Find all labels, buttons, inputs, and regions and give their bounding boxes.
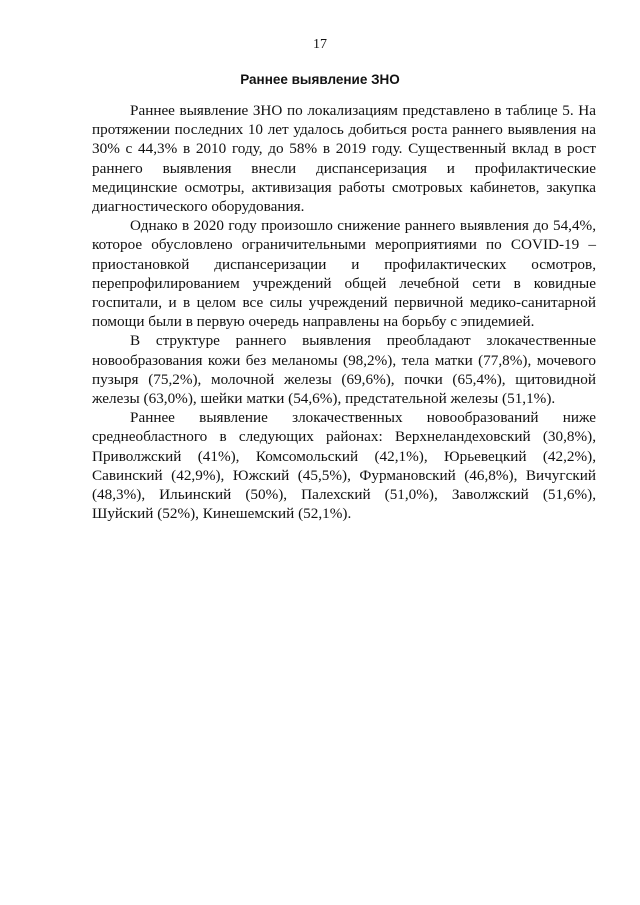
paragraph-early-detection-overview: Раннее выявление ЗНО по локализациям представлено в таблице 5. На протяжении последних 10 лет удалось добиться роста раннего выявления на 30% с 44,3% в 2010 году, до 58% в 2019 году. Существенный вклад в рост раннего выявления внесли диспансеризация и профилактические медицинские осмотры, активизация работы смотровых кабинетов, закупка диагностического оборудования. [92,102,596,216]
page-number: 17 [313,37,327,52]
paragraph-districts: Раннее выявление злокачественных новообразований ниже среднеобластного в следующих районах: Верхнеландеховский (30,8%), Приволжский (41%), Комсомольский (42,1%), Юрьевецкий (42,2%), Савинский (42,9%), Южский (45,5%), Фурмановский (46,8%), Вичугский (48,3%), Ильинский (50%), Палехский (51,0%), Заволжский (51,6%), Шуйский (52%), Кинешемский (52,1%). [92,409,596,523]
section-heading: Раннее выявление ЗНО [240,72,400,87]
paragraph-covid-impact: Однако в 2020 году произошло снижение раннего выявления до 54,4%, которое обусловлено ограничительными мероприятиями по COVID-19 – приостановкой диспансеризации и профилактических осмотров, перепрофилированием учреждений общей лечебной сети в ковидные госпитали, и в целом все силы учреждений первичной медико-санитарной помощи были в первую очередь направлены на борьбу с эпидемией. [92,217,596,331]
body-text [92,101,596,523]
paragraph-structure: В структуре раннего выявления преобладают злокачественные новообразования кожи без меланомы (98,2%), тела матки (77,8%), мочевого пузыря (75,2%), молочной железы (69,6%), почки (65,4%), щитовидной железы (63,0%), шейки матки (54,6%), предстательной железы (51,1%). [92,332,596,408]
